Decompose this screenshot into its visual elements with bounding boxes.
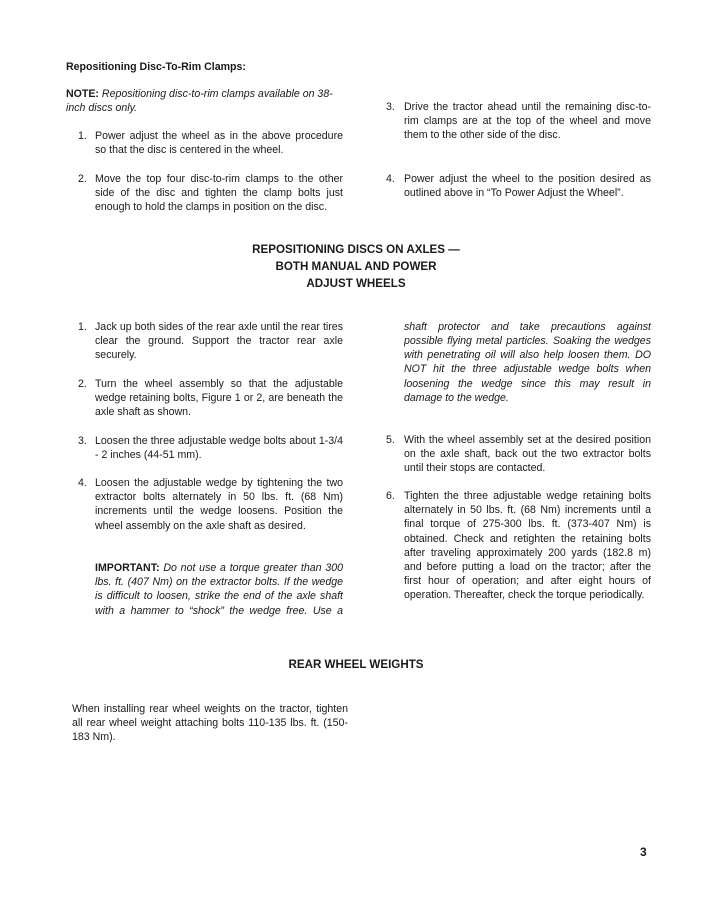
list-item-number: 1. (78, 130, 87, 142)
note-paragraph (66, 87, 344, 115)
section-heading-line: REPOSITIONING DISCS ON AXLES — (252, 243, 460, 256)
important-note-part-2 (404, 320, 651, 408)
important-text: Do not use a torque greater than 300 lbs. ft. (407 Nm) on the extractor bolts. If the wedge is difficult to loosen, strike the end of the axle shaft with a hammer to “shock” the wedge free. Use a (95, 562, 343, 617)
list-item-text: Move the top four disc-to-rim clamps to the other side of the disc and tighten the clamp bolts just enough to hold the clamps in position on the disc. (95, 173, 343, 214)
list-item (78, 129, 343, 159)
list-item-number: 4. (78, 477, 87, 489)
list-item-text: Drive the tractor ahead until the remaining disc-to-rim clamps are at the top of the wheel and move them to the other side of the disc. (404, 101, 651, 142)
list-item (78, 434, 343, 464)
rear-wheel-weights-paragraph: When installing rear wheel weights on the tractor, tighten all rear wheel weight attaching bolts 110-135 lbs. ft. (150-183 Nm). (72, 703, 348, 744)
list-item-number: 2. (78, 173, 87, 185)
list-item (386, 489, 651, 619)
list-item-text: Tighten the three adjustable wedge retaining bolts alternately in 50 lbs. ft. (68 Nm) increments until a final torque of 275-300 lbs. ft. (373-407 Nm) is obtained. Check and retighten the retaining bolts after traveling approximately 200 yards (182.8 m) and before putting a load on the tractor; after the first hour of operation; and after eight hours of operation. Thereafter, check the torque periodically. (404, 490, 651, 602)
list-item-text: Power adjust the wheel to the position desired as outlined above in “To Power Adjust the Wheel”. (404, 173, 651, 200)
list-item-number: 4. (386, 173, 395, 185)
page-number: 3 (640, 845, 647, 859)
note-text: Repositioning disc-to-rim clamps available on 38-inch discs only. (66, 88, 333, 115)
list-item-text: Loosen the three adjustable wedge bolts about 1-3/4 - 2 inches (44-51 mm). (95, 435, 343, 462)
list-item (386, 433, 651, 478)
list-item (78, 320, 343, 365)
list-item-text: Loosen the adjustable wedge by tightening the two extractor bolts alternately in 50 lbs. ft. (68 Nm) increments until the wedge loosens. Position the wheel assembly on the axle shaft as desired. (95, 477, 343, 532)
list-item-text: Power adjust the wheel as in the above procedure so that the disc is centered in the wheel. (95, 130, 343, 157)
list-item (78, 377, 343, 422)
important-note-part-1 (95, 561, 343, 619)
list-item-number: 6. (386, 490, 395, 502)
list-item-text: Turn the wheel assembly so that the adjustable wedge retaining bolts, Figure 1 or 2, are beneath the axle shaft as shown. (95, 378, 343, 419)
list-item (386, 172, 651, 202)
list-item (386, 100, 651, 145)
list-item-number: 3. (386, 101, 395, 113)
section-heading-line: BOTH MANUAL AND POWER (275, 260, 437, 273)
note-label: NOTE: (66, 88, 99, 100)
important-text: shaft protector and take precautions against possible flying metal particles. Soaking the wedges with penetrating oil will also help loosen them. DO NOT hit the three adjustable wedge bolts when loosening the wedge since this may result in damage to the wedge. (404, 320, 651, 404)
list-item (78, 172, 343, 214)
list-item-number: 2. (78, 378, 87, 390)
list-item-number: 5. (386, 434, 395, 446)
list-item-text: With the wheel assembly set at the desired position on the axle shaft, back out the two extractor bolts until their stops are contacted. (404, 434, 651, 475)
section-heading-line: ADJUST WHEELS (306, 277, 406, 290)
list-item (78, 476, 343, 548)
important-label: IMPORTANT: (95, 562, 160, 574)
list-item-number: 1. (78, 321, 87, 333)
section-heading-disc-to-rim: Repositioning Disc-To-Rim Clamps: (66, 61, 246, 73)
section-heading-rear-wheel-weights: REAR WHEEL WEIGHTS (288, 658, 424, 671)
list-item-text: Jack up both sides of the rear axle until the rear tires clear the ground. Support the tractor rear axle securely. (95, 321, 343, 362)
list-item-number: 3. (78, 435, 87, 447)
